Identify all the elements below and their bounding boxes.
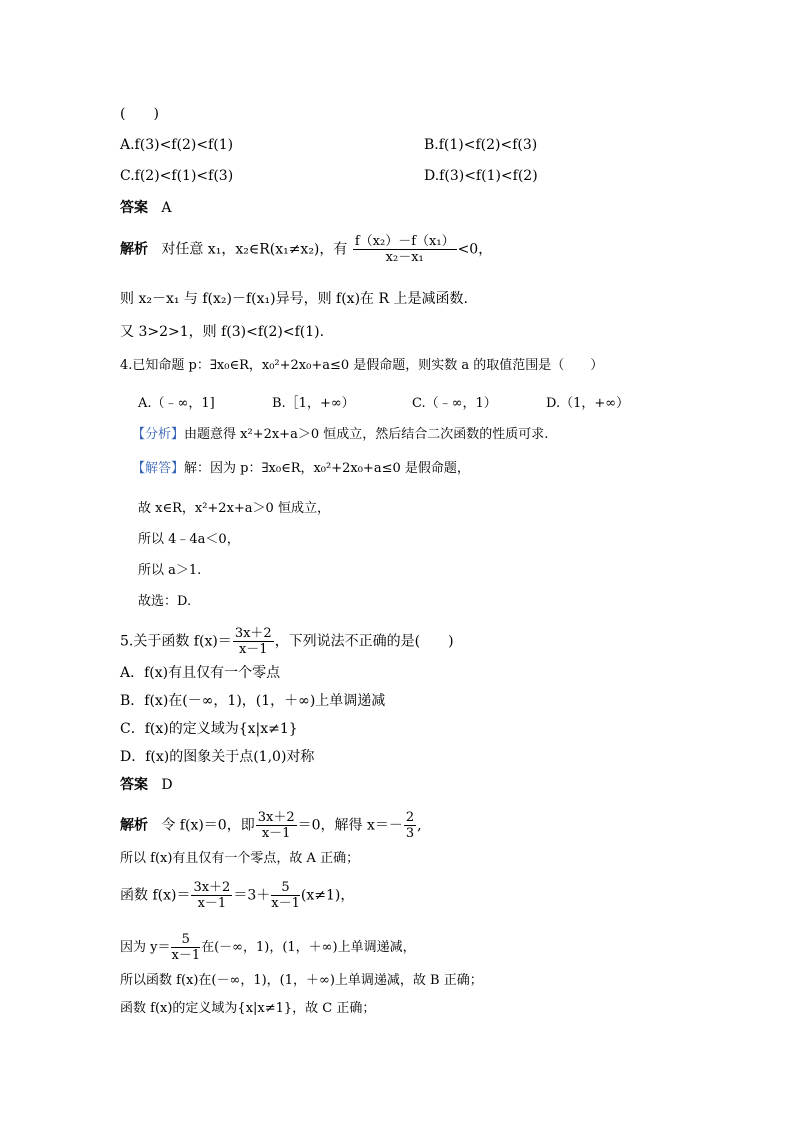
solution-label: 解析 [120,817,148,834]
split-fraction [271,880,300,911]
sol4-suffix: 在(－∞，1)，(1，＋∞)上单调递减， [201,940,416,955]
fraction-tail: <0， [457,241,493,258]
fraction-numerator: 5 [271,880,300,896]
q3-solution-line2: 则 x₂－x₁ 与 f(x₂)－f(x₁)异号，则 f(x)在 R 上是减函数. [120,291,468,307]
fraction-denominator: x₂－x₁ [385,250,424,265]
function-fraction [233,626,274,657]
q5-solution-line2: 所以 f(x)有且仅有一个零点，故 A 正确； [120,851,360,866]
q4-analysis [132,426,548,444]
solution-text: 对任意 x₁，x₂∈R(x₁≠x₂)，有 [161,241,348,258]
q4-solution [132,460,470,478]
q5-solution-line5: 所以函数 f(x)在(－∞，1)，(1，＋∞)上单调递减，故 B 正确； [120,973,483,988]
fraction-denominator: 3 [405,826,415,841]
q4-step-2: 所以 4﹣4a＜0， [138,532,240,547]
fraction-denominator: x－1 [271,896,300,911]
stem-suffix: ，下列说法不正确的是( ) [274,633,454,650]
zero-equation-fraction [256,810,297,841]
sol3-middle: ＝3＋ [233,887,271,904]
fraction-denominator: x－1 [171,948,201,963]
fraction-denominator: x－1 [261,826,291,841]
solution-label: 解析 [120,241,148,258]
answer-value: A [161,200,172,216]
q5-stem [120,626,454,657]
stem-prefix: 5.关于函数 f(x)＝ [120,633,232,650]
q5-solution-line3 [120,880,354,911]
analysis-text: 由题意得 x²+2x+a＞0 恒成立，然后结合二次函数的性质可求. [184,427,549,442]
q5-answer [120,776,173,794]
sol3-suffix: (x≠1)， [300,887,355,904]
q5-solution-line1 [120,810,422,841]
sol1-prefix: 令 f(x)＝0，即 [161,817,255,834]
q4-step-3: 所以 a＞1. [138,563,202,578]
q4-step-1: 故 x∈R，x²+2x+a＞0 恒成立， [138,501,330,516]
q5-option-b: B．f(x)在(－∞，1)，(1，＋∞)上单调递减 [120,693,386,709]
q4-option-c: C.（﹣∞，1） [412,396,497,411]
sol3-prefix: 函数 f(x)＝ [120,887,191,904]
difference-quotient-fraction [353,234,457,265]
fraction-numerator: 3x＋2 [193,880,231,895]
q5-option-c: C．f(x)的定义域为{x|x≠1} [120,721,298,737]
solution-text: 解：因为 p：∃x₀∈R，x₀²+2x₀+a≤0 是假命题， [184,461,470,476]
q3-paren: ( ) [120,106,159,122]
q4-option-b: B.［1，+∞） [272,396,355,411]
fraction-numerator: 3x＋2 [257,810,295,825]
fraction-numerator: 3x＋2 [234,626,272,641]
answer-label: 答案 [120,777,148,793]
answer-value: D [161,777,173,793]
q5-solution-line4 [120,932,416,963]
sol1-middle: ＝0，解得 x＝－ [297,817,403,834]
q3-answer [120,199,171,217]
fraction-numerator: 5 [171,932,200,948]
q3-option-d: D.f(3)<f(1)<f(2) [424,168,538,184]
q3-option-c: C.f(2)<f(1)<f(3) [120,168,234,184]
q5-solution-line6: 函数 f(x)的定义域为{x|x≠1}，故 C 正确； [120,1001,376,1016]
q4-option-d: D.（1，+∞） [546,396,630,411]
reciprocal-fraction [171,932,200,963]
q5-option-a: A．f(x)有且仅有一个零点 [120,665,281,681]
q3-option-b: B.f(1)<f(2)<f(3) [424,137,538,153]
root-fraction [404,810,416,841]
q3-option-a: A.f(3)<f(2)<f(1) [120,137,234,153]
fraction-denominator: x－1 [197,896,227,911]
q4-stem: 4.已知命题 p：∃x₀∈R，x₀²+2x₀+a≤0 是假命题，则实数 a 的取值范围是（ ） [120,358,604,373]
q5-option-d: D．f(x)的图象关于点(1,0)对称 [120,749,315,765]
analysis-tag: 【分析】 [132,427,185,442]
q4-step-4: 故选：D. [138,594,192,609]
q3-solution-line3: 又 3>2>1，则 f(3)<f(2)<f(1). [120,324,325,340]
solution-tag: 【解答】 [132,461,185,476]
q4-option-a: A.（﹣∞，1] [138,396,215,411]
fraction-denominator: x－1 [238,642,268,657]
function-fraction [191,880,232,911]
q3-solution-line1 [120,234,492,265]
fraction-numerator: 2 [405,810,415,825]
sol1-suffix: , [417,817,422,834]
answer-label: 答案 [120,200,148,216]
fraction-numerator: f（x₂）－f（x₁） [354,234,455,249]
sol4-prefix: 因为 y＝ [120,940,171,955]
